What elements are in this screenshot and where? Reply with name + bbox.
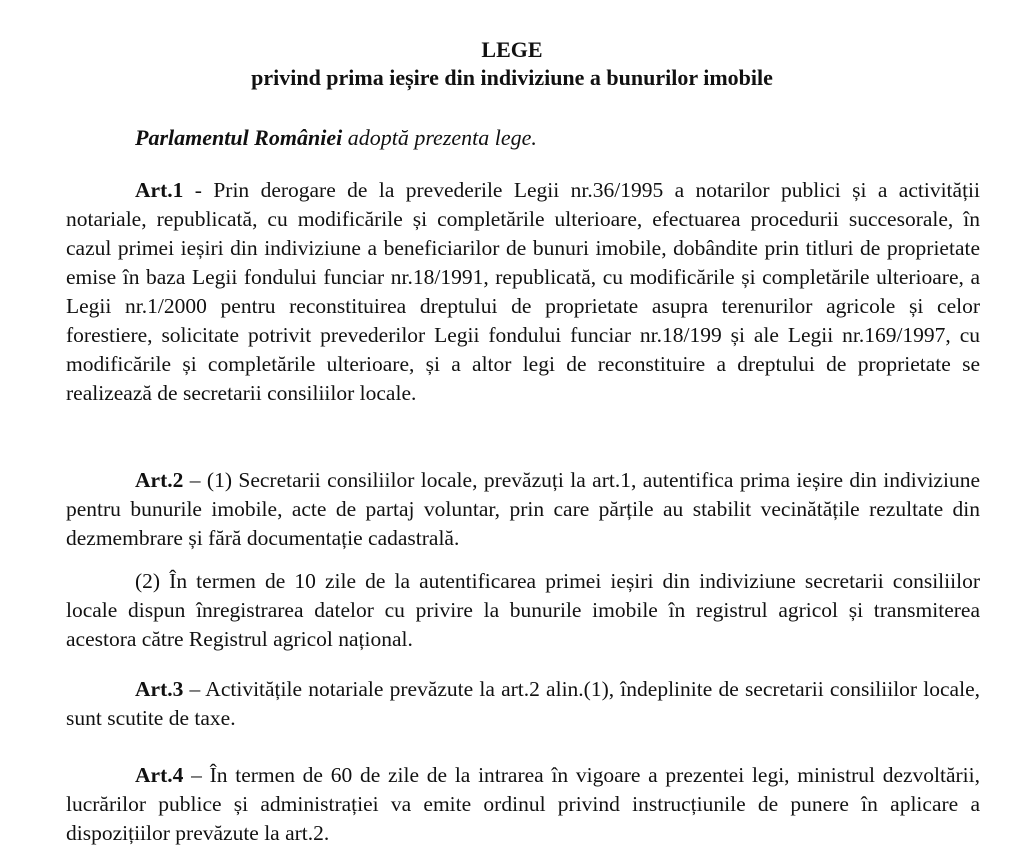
article-3-label: Art.3	[135, 677, 184, 701]
article-1-label: Art.1	[135, 178, 184, 202]
article-2	[66, 466, 980, 553]
enactment-clause	[135, 124, 537, 152]
article-3	[66, 675, 980, 733]
article-4	[66, 761, 980, 848]
article-2-label: Art.2	[135, 468, 184, 492]
article-2-alineat-2: (2) În termen de 10 zile de la autentificarea primei ieșiri din indiviziune secretarii consiliilor locale dispun înregistrarea datelor cu privire la bunurile imobile în registrul agricol și transmiterea acestora către Registrul agricol național.	[66, 569, 980, 651]
article-1	[66, 176, 980, 408]
article-4-text: – În termen de 60 de zile de la intrarea în vigoare a prezentei legi, ministrul dezvoltării, lucrărilor publice și administrației va emite ordinul privind instrucțiunile de punere în aplicare a dispozițiilor prevăzute la art.2.	[66, 763, 980, 845]
article-2-text: – (1) Secretarii consiliilor locale, prevăzuți la art.1, autentifica prima ieșire din indiviziune pentru bunurile imobile, acte de partaj voluntar, prin care părțile au stabilit vecinătățile rezultate din dezmembrare și fără documentație cadastrală.	[66, 468, 980, 550]
law-subtitle: privind prima ieșire din indiviziune a bunurilor imobile	[251, 65, 773, 90]
article-4-label: Art.4	[135, 763, 184, 787]
parliament-name: Parlamentul României	[135, 125, 343, 150]
article-3-text: – Activitățile notariale prevăzute la art.2 alin.(1), îndeplinite de secretarii consiliilor locale, sunt scutite de taxe.	[66, 677, 980, 730]
article-1-text: - Prin derogare de la prevederile Legii nr.36/1995 a notarilor publici și a activității notariale, republicată, cu modificările și completările ulterioare, efectuarea procedurii succesorale, în cazul primei ieșiri din indiviziune a beneficiarilor de bunuri imobile, dobândite prin titluri de proprietate emise în baza Legii fondului funciar nr.18/1991, republicată, cu modificările și completările ulterioare, a Legii nr.1/2000 pentru reconstituirea dreptului de proprietate asupra terenurilor agricole și celor forestiere, solicitate potrivit prevederilor Legii fondului funciar nr.18/199 și ale Legii nr.169/1997, cu modificările și completările ulterioare, și a altor legi de reconstituire a dreptului de proprietate se realizează de secretarii consiliilor locale.	[66, 178, 980, 405]
law-title: LEGE	[481, 37, 543, 62]
enactment-text: adoptă prezenta lege.	[342, 125, 537, 150]
